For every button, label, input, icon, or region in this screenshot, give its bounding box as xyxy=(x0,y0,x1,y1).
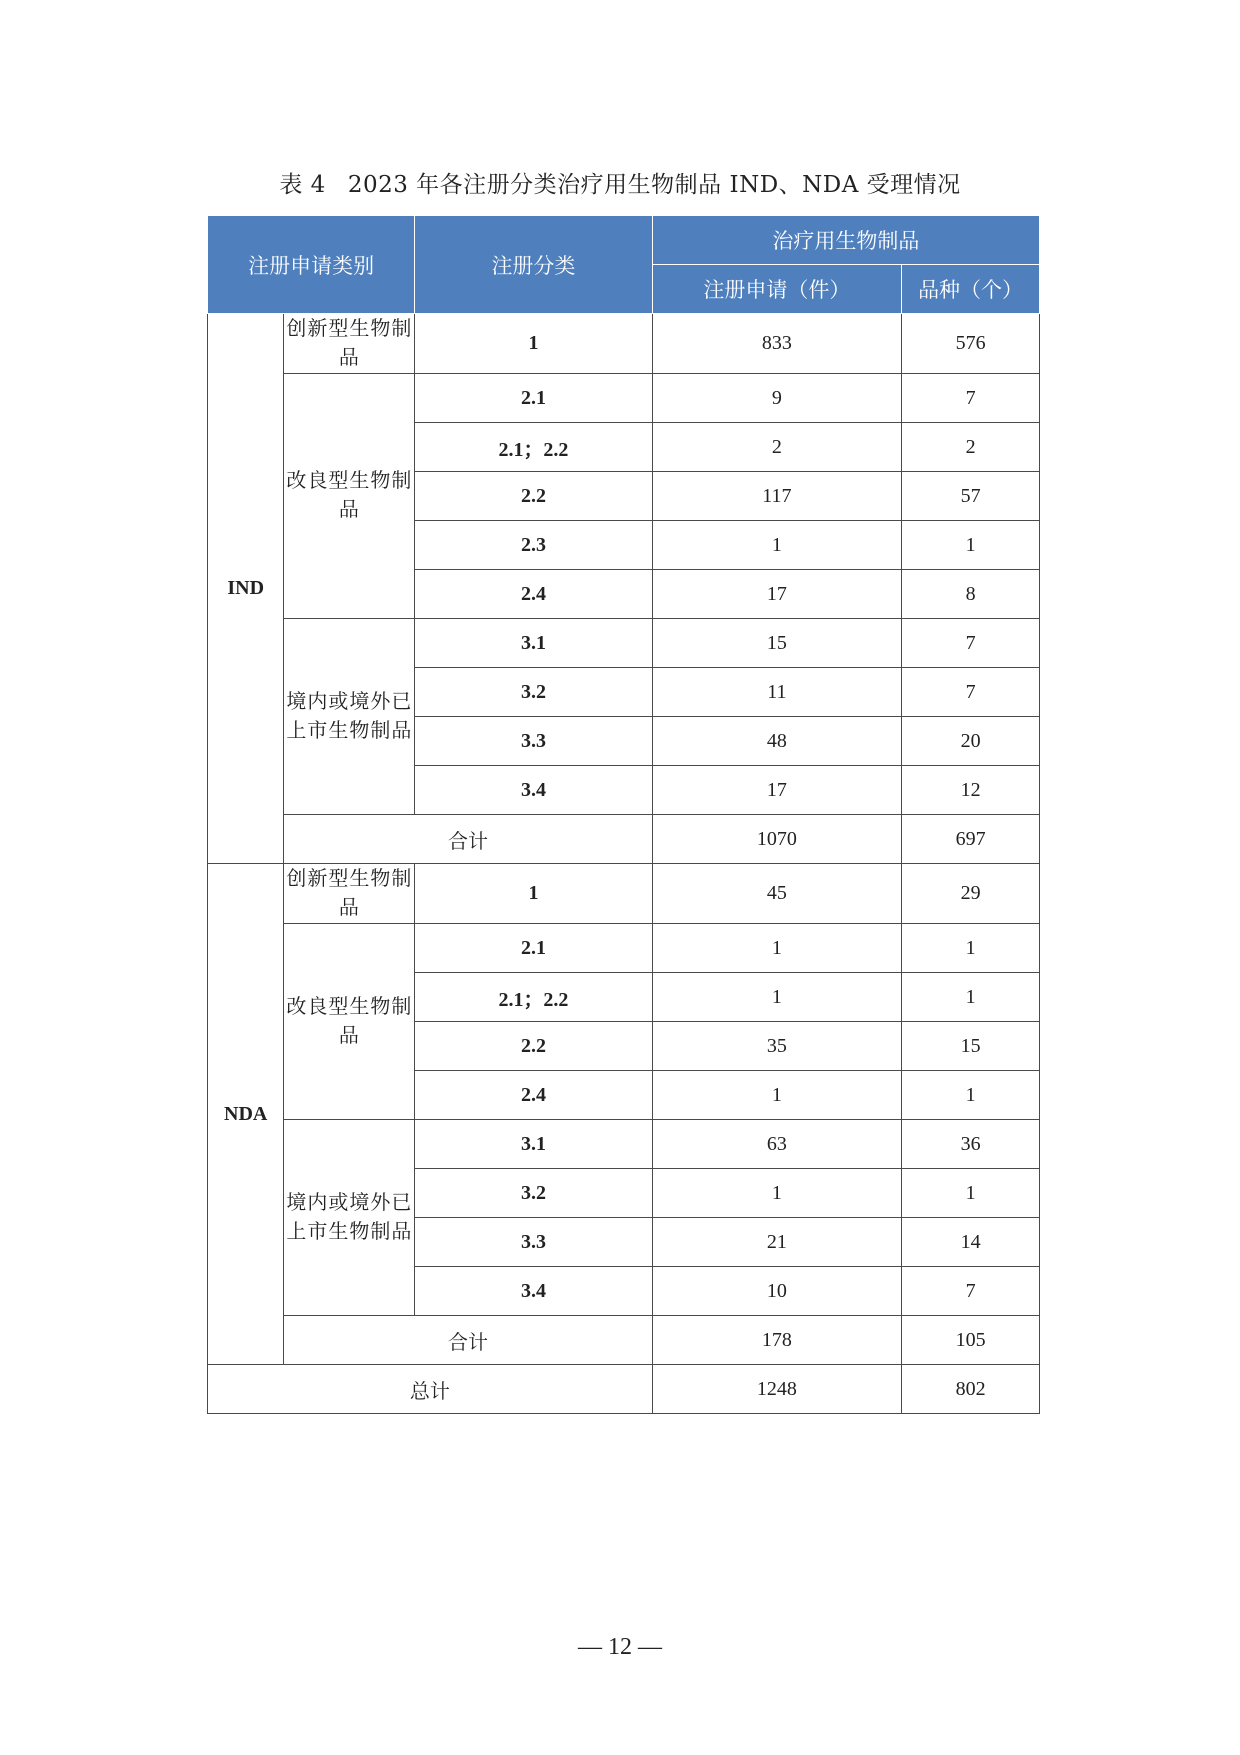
varieties-cell: 1 xyxy=(902,924,1040,973)
header-row-1 xyxy=(208,216,1040,265)
registration-table xyxy=(207,215,1040,1414)
varieties-cell: 1 xyxy=(902,521,1040,570)
ind-improved-label: 改良型生物制品 xyxy=(284,374,415,619)
class-cell: 2.3 xyxy=(415,521,652,570)
class-cell: 3.4 xyxy=(415,766,652,815)
varieties-cell: 7 xyxy=(902,619,1040,668)
varieties-cell: 57 xyxy=(902,472,1040,521)
apps-cell: 1 xyxy=(652,1169,901,1218)
varieties-cell: 576 xyxy=(902,314,1040,374)
apps-cell: 2 xyxy=(652,423,901,472)
apps-cell: 63 xyxy=(652,1120,901,1169)
class-cell: 3.1 xyxy=(415,619,652,668)
apps-cell: 9 xyxy=(652,374,901,423)
header-applications: 注册申请（件） xyxy=(652,265,901,314)
apps-cell: 17 xyxy=(652,570,901,619)
varieties-cell: 1 xyxy=(902,973,1040,1022)
ind-marketed-label: 境内或境外已上市生物制品 xyxy=(284,619,415,815)
ind-subtotal-row xyxy=(208,815,1040,864)
class-cell: 1 xyxy=(415,864,652,924)
class-cell: 2.1 xyxy=(415,924,652,973)
apps-cell: 48 xyxy=(652,717,901,766)
varieties-cell: 1 xyxy=(902,1071,1040,1120)
table-row xyxy=(208,314,1040,374)
apps-cell: 117 xyxy=(652,472,901,521)
apps-cell: 833 xyxy=(652,314,901,374)
varieties-cell: 12 xyxy=(902,766,1040,815)
varieties-cell: 8 xyxy=(902,570,1040,619)
ind-subtotal-label: 合计 xyxy=(284,815,652,864)
header-varieties: 品种（个） xyxy=(902,265,1040,314)
varieties-cell: 15 xyxy=(902,1022,1040,1071)
header-application-type: 注册申请类别 xyxy=(208,216,415,314)
table-caption-label: 表 4 xyxy=(279,172,326,198)
class-cell: 3.3 xyxy=(415,717,652,766)
varieties-cell: 2 xyxy=(902,423,1040,472)
nda-innovative-label: 创新型生物制品 xyxy=(284,864,415,924)
class-cell: 2.2 xyxy=(415,1022,652,1071)
grand-total-row xyxy=(208,1365,1040,1414)
apps-cell: 1 xyxy=(652,973,901,1022)
class-cell: 3.2 xyxy=(415,668,652,717)
ind-subtotal-varieties: 697 xyxy=(902,815,1040,864)
class-cell: 1 xyxy=(415,314,652,374)
table-row xyxy=(208,864,1040,924)
nda-marketed-label: 境内或境外已上市生物制品 xyxy=(284,1120,415,1316)
apps-cell: 15 xyxy=(652,619,901,668)
group-nda-label: NDA xyxy=(208,864,284,1365)
class-cell: 2.1 xyxy=(415,374,652,423)
nda-subtotal-row xyxy=(208,1316,1040,1365)
grand-total-varieties: 802 xyxy=(902,1365,1040,1414)
class-cell: 3.2 xyxy=(415,1169,652,1218)
varieties-cell: 20 xyxy=(902,717,1040,766)
apps-cell: 1 xyxy=(652,924,901,973)
nda-subtotal-varieties: 105 xyxy=(902,1316,1040,1365)
class-cell: 3.1 xyxy=(415,1120,652,1169)
nda-improved-label: 改良型生物制品 xyxy=(284,924,415,1120)
apps-cell: 35 xyxy=(652,1022,901,1071)
nda-subtotal-label: 合计 xyxy=(284,1316,652,1365)
table-row xyxy=(208,619,1040,668)
table-row xyxy=(208,924,1040,973)
varieties-cell: 14 xyxy=(902,1218,1040,1267)
class-cell: 2.4 xyxy=(415,570,652,619)
grand-total-label: 总计 xyxy=(208,1365,653,1414)
grand-total-apps: 1248 xyxy=(652,1365,901,1414)
apps-cell: 17 xyxy=(652,766,901,815)
apps-cell: 1 xyxy=(652,521,901,570)
class-cell: 2.2 xyxy=(415,472,652,521)
apps-cell: 45 xyxy=(652,864,901,924)
group-ind-label: IND xyxy=(208,314,284,864)
apps-cell: 1 xyxy=(652,1071,901,1120)
ind-innovative-label: 创新型生物制品 xyxy=(284,314,415,374)
table-caption-title: 2023 年各注册分类治疗用生物制品 IND、NDA 受理情况 xyxy=(347,172,961,198)
class-cell: 3.4 xyxy=(415,1267,652,1316)
class-cell: 2.4 xyxy=(415,1071,652,1120)
class-cell: 3.3 xyxy=(415,1218,652,1267)
ind-subtotal-apps: 1070 xyxy=(652,815,901,864)
varieties-cell: 36 xyxy=(902,1120,1040,1169)
apps-cell: 11 xyxy=(652,668,901,717)
class-cell: 2.1；2.2 xyxy=(415,973,652,1022)
table-caption xyxy=(0,166,1240,199)
varieties-cell: 7 xyxy=(902,668,1040,717)
nda-subtotal-apps: 178 xyxy=(652,1316,901,1365)
header-group-biologics: 治疗用生物制品 xyxy=(652,216,1039,265)
varieties-cell: 1 xyxy=(902,1169,1040,1218)
varieties-cell: 29 xyxy=(902,864,1040,924)
class-cell: 2.1；2.2 xyxy=(415,423,652,472)
header-registration-class: 注册分类 xyxy=(415,216,652,314)
table-row xyxy=(208,374,1040,423)
varieties-cell: 7 xyxy=(902,1267,1040,1316)
apps-cell: 21 xyxy=(652,1218,901,1267)
page-number: — 12 — xyxy=(578,1634,662,1660)
table-row xyxy=(208,1120,1040,1169)
apps-cell: 10 xyxy=(652,1267,901,1316)
varieties-cell: 7 xyxy=(902,374,1040,423)
